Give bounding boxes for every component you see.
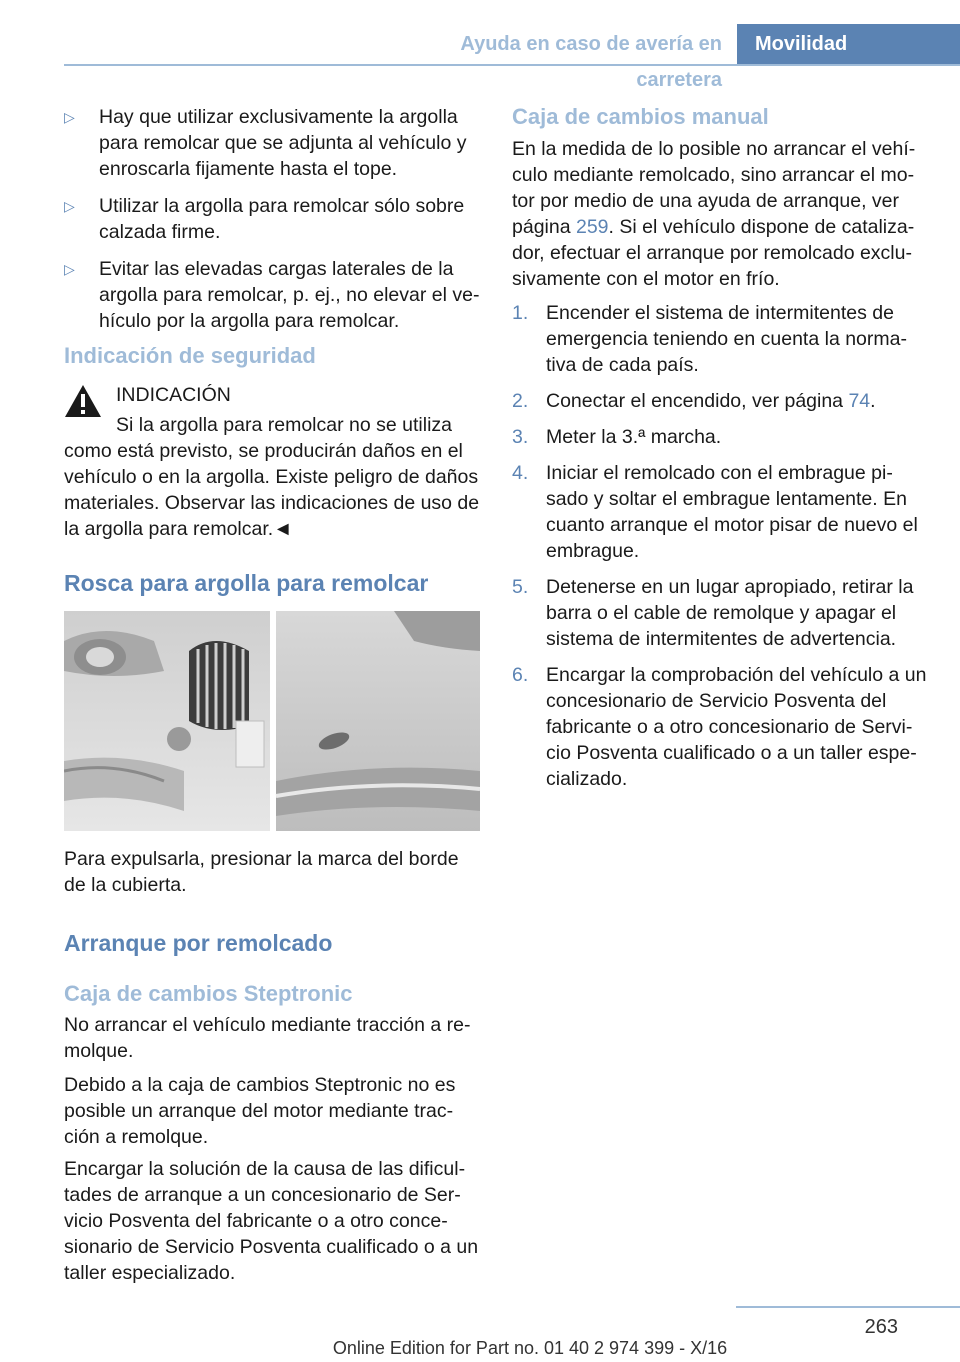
step-number: 6. [512,664,529,686]
page-number: 263 [864,1316,898,1338]
step-number: 2. [512,390,529,412]
steptronic-paragraph-2: Debido a la caja de cambios Steptronic no es posible un arranque del motor mediante tracción a remolque. [64,1074,456,1148]
notice-text-first-line: Si la argolla para remolcar no se utiliza [116,414,452,436]
footer-divider [736,1306,960,1308]
thread-heading: Rosca para argolla para remolcar [64,570,429,596]
header-chapter-tab: Movilidad [737,24,960,64]
tow-start-steps [512,300,928,802]
steptronic-paragraph-3: Encargar la solución de la causa de las dificultades de arranque a un concesionario de Servicio Posventa del fabricante o a otro concesionario de Servicio Posventa cualificado o a un taller especializado. [64,1158,479,1284]
list-item: ▷ Utilizar la argolla para remolcar sólo sobre calzada firme. [64,195,465,243]
step-number: 3. [512,426,529,448]
list-item: 4. Iniciar el remolcado con el embrague pisado y soltar el embrague lentamente. En cuanto arranque el motor pisar de nuevo el embrague. [512,462,918,562]
list-item: 1. Encender el sistema de intermitentes de emergencia teniendo en cuenta la normativa de cada país. [512,302,907,376]
tow-start-heading: Arranque por remolcado [64,930,333,956]
list-item: ▷ Hay que utilizar exclusivamente la argolla para remolcar que se adjunta al vehículo y enroscarla fijamente hasta el tope. [64,106,467,180]
list-item: 5. Detenerse en un lugar apropiado, retirar la barra o el cable de remolque y apagar el sistema de intermitentes de advertencia. [512,576,914,650]
steptronic-paragraph-1: No arrancar el vehículo mediante tracción a remolque. [64,1014,471,1062]
manual-gearbox-heading: Caja de cambios manual [512,104,769,129]
car-bumper-illustration [64,611,480,831]
list-item: ▷ Evitar las elevadas cargas laterales de la argolla para remolcar, p. ej., no elevar el vehículo por la argolla para remolcar. [64,258,480,332]
header-divider [64,64,960,66]
triangle-bullet-icon: ▷ [64,198,75,214]
warning-triangle-icon [64,384,102,418]
tow-eye-thread-photo [64,611,480,831]
notice-text: como está previsto, se producirán daños en el vehículo o en la argolla. Existe peligro de daños materiales. Observar las indicaciones de uso de la argolla para remolcar.◄ [64,440,480,540]
step-number: 5. [512,576,529,598]
manual-intro: En la medida de lo posible no arrancar el vehículo mediante remolcado, sino arrancar el motor por medio de una ayuda de arranque, ver página 259. Si el vehículo dispone de catalizador, efectuar el arranque por remolcado exclusivamente con el motor en frío. [512,138,916,290]
steptronic-heading: Caja de cambios Steptronic [64,981,353,1006]
triangle-bullet-icon: ▷ [64,109,75,125]
footer-edition: Online Edition for Part no. 01 40 2 974 399 - X/16 [332,1338,728,1358]
requirements-list [64,104,480,345]
image-caption: Para expulsarla, presionar la marca del borde de la cubierta. [64,848,459,896]
list-item: 3. Meter la 3.ª marcha. [512,426,722,448]
page-link-259[interactable]: 259 [575,216,609,238]
page-link-74[interactable]: 74 [848,390,871,412]
list-item: 2. Conectar el encendido, ver página 74. [512,390,876,412]
header-section-title: Ayuda en caso de avería en carretera [460,33,722,91]
triangle-bullet-icon: ▷ [64,261,75,277]
step-number: 4. [512,462,529,484]
safety-heading: Indicación de seguridad [64,343,316,368]
step-number: 1. [512,302,529,324]
list-item: 6. Encargar la comprobación del vehículo a un concesionario de Servicio Posventa del fabricante o a otro concesionario de Servicio Posventa cualificado o a un taller especializado. [512,664,927,790]
notice-label: INDICACIÓN [116,384,231,406]
